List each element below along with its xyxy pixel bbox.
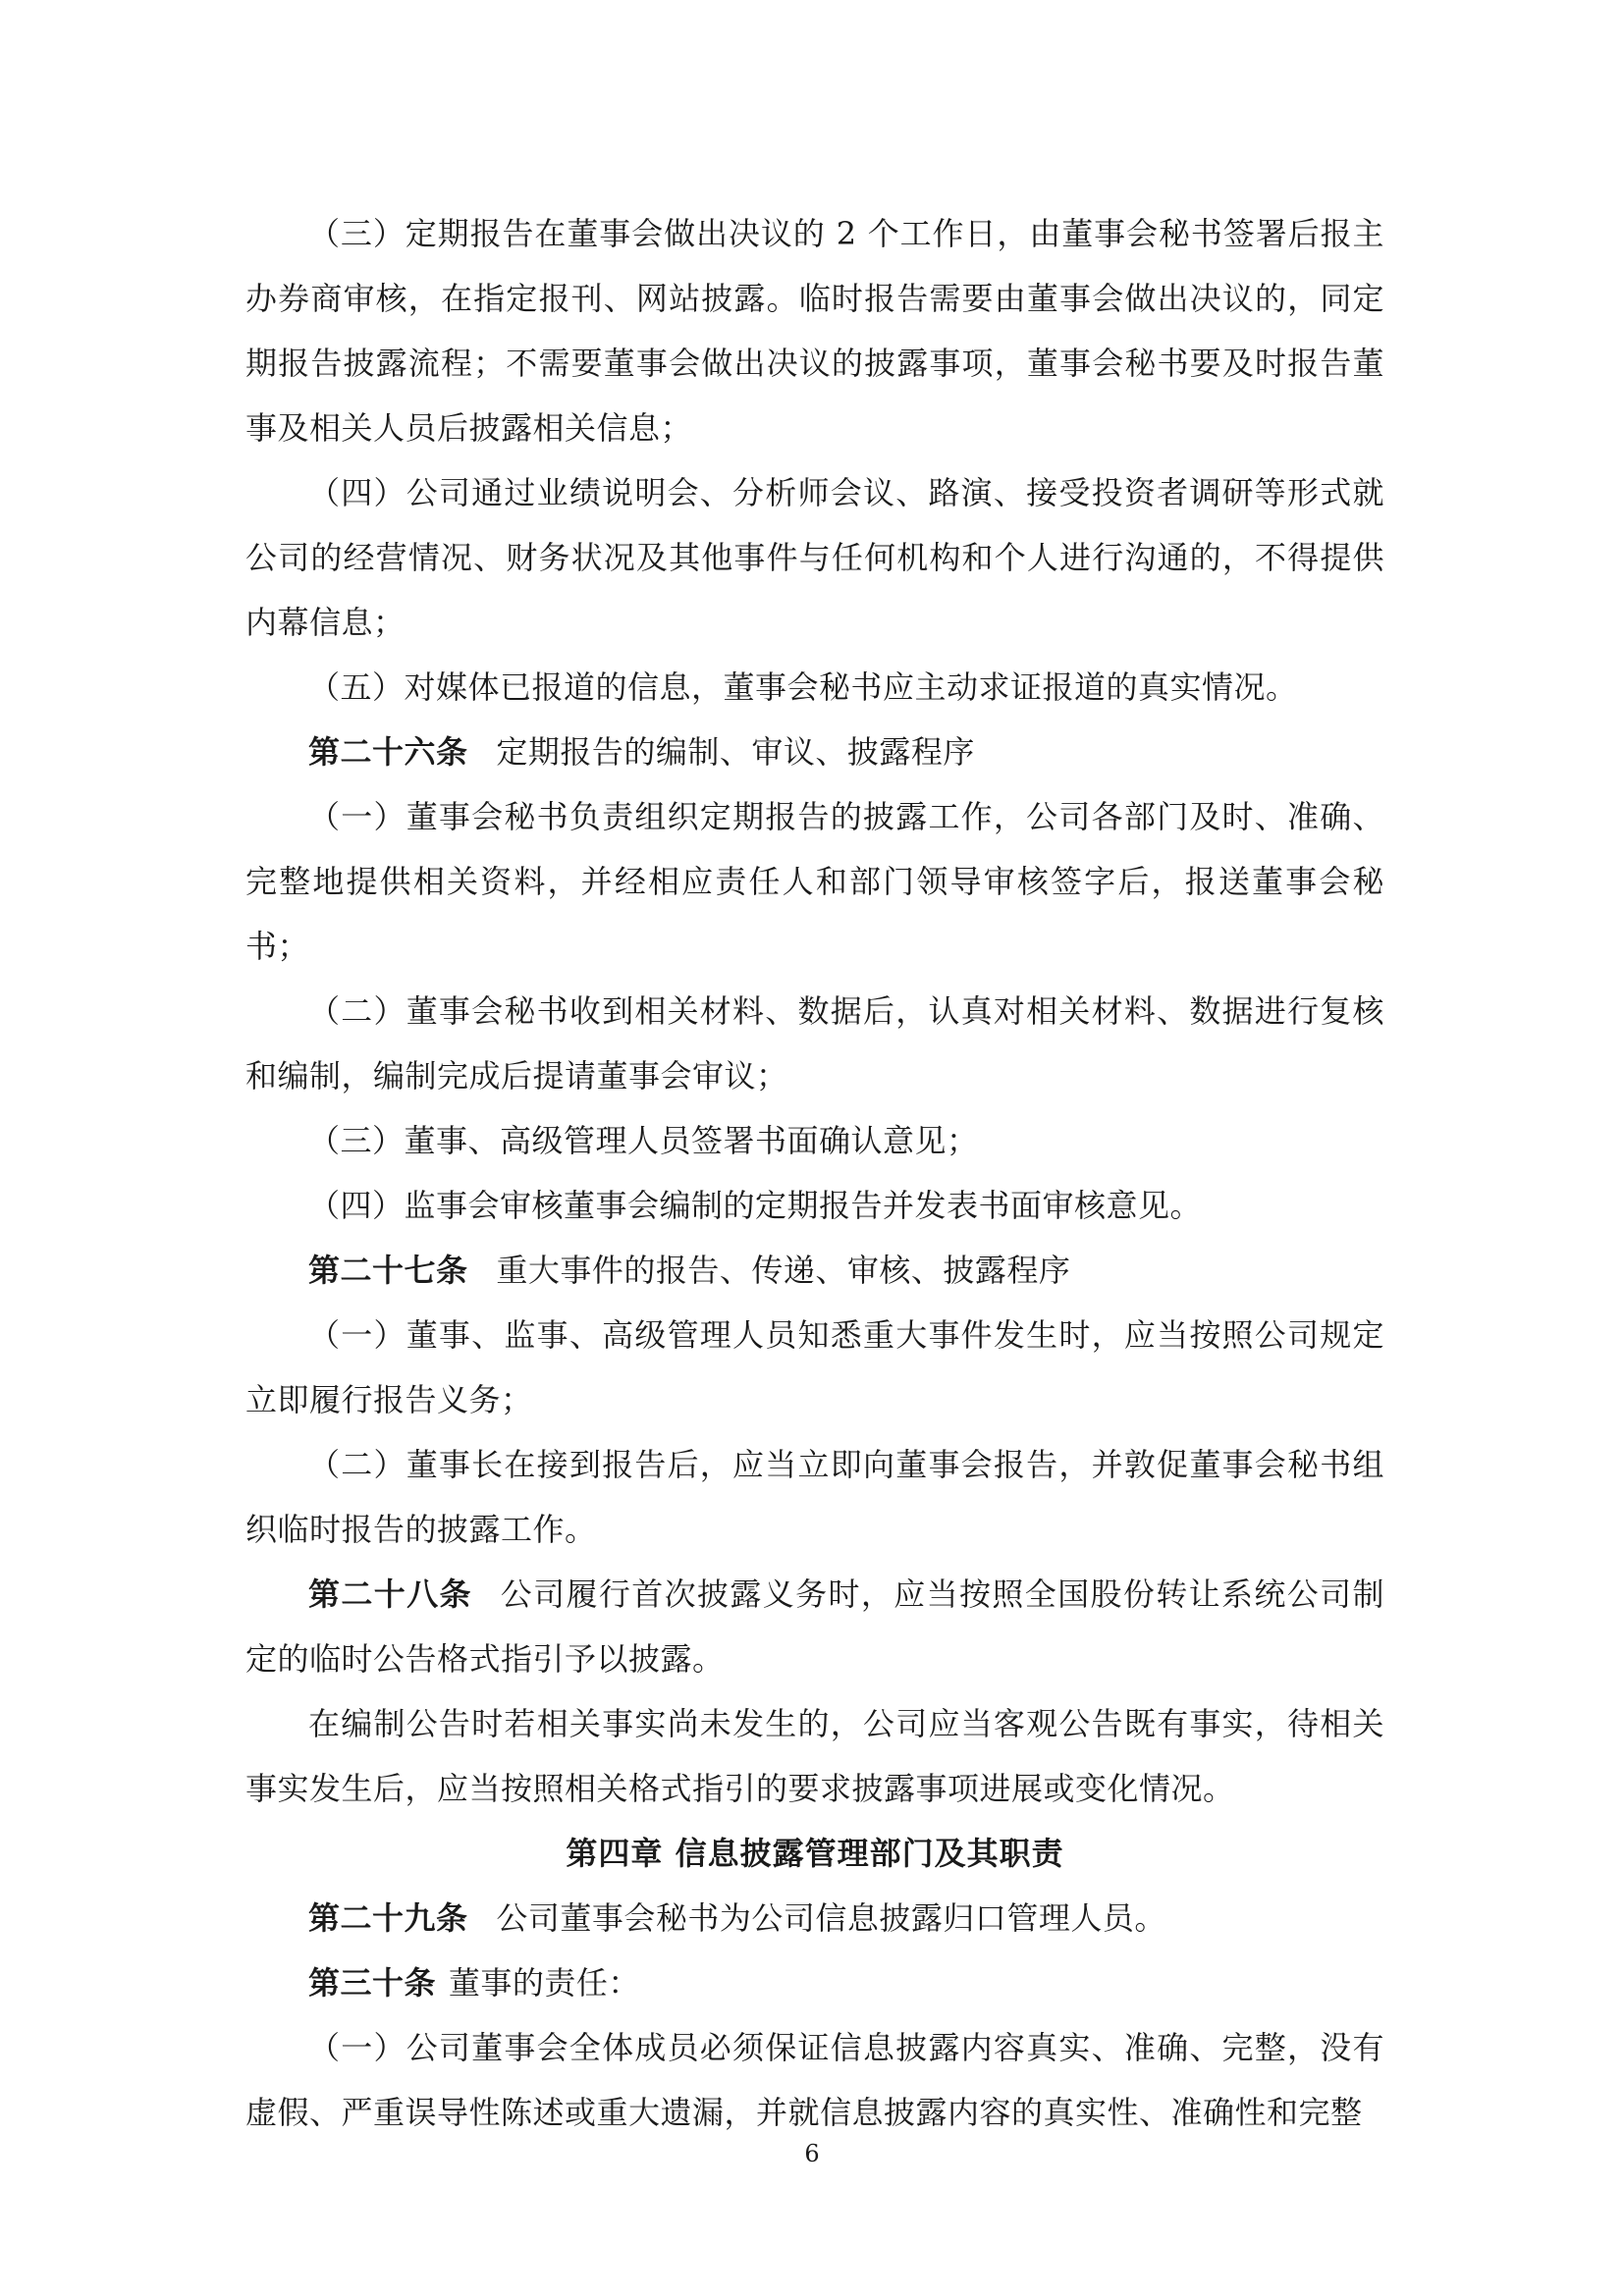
- paragraph-item: （三）董事、高级管理人员签署书面确认意见；: [308, 1122, 979, 1159]
- article-heading: [245, 1238, 1384, 1303]
- paragraph-item: （一）公司董事会全体成员必须保证信息披露内容真实、准确、完整，没有虚假、严重误导性陈述或重大遗漏，并就信息披露内容的真实性、准确性和完整: [245, 2029, 1384, 2131]
- article-title: 定期报告的编制、审议、披露程序: [496, 733, 975, 771]
- chapter-heading: 第四章 信息披露管理部门及其职责: [566, 1835, 1064, 1872]
- paragraph-item: （五）对媒体已报道的信息，董事会秘书应主动求证报道的真实情况。: [308, 668, 1298, 706]
- article-paragraph: [245, 1950, 1384, 2015]
- article-number: 第二十九条: [308, 1899, 468, 1937]
- article-text: 公司董事会秘书为公司信息披露归口管理人员。: [496, 1899, 1166, 1937]
- article-title: 重大事件的报告、传递、审核、披露程序: [496, 1252, 1071, 1289]
- page-body: [245, 201, 1384, 2145]
- page-number: 6: [804, 2140, 820, 2167]
- article-paragraph: [245, 1886, 1384, 1950]
- article-text: 公司履行首次披露义务时，应当按照全国股份转让系统公司制定的临时公告格式指引予以披露。: [245, 1575, 1384, 1678]
- paragraph-item: （四）公司通过业绩说明会、分析师会议、路演、接受投资者调研等形式就公司的经营情况、财务状况及其他事件与任何机构和个人进行沟通的，不得提供内幕信息；: [245, 474, 1384, 641]
- paragraph-item: （一）董事会秘书负责组织定期报告的披露工作，公司各部门及时、准确、完整地提供相关资料，并经相应责任人和部门领导审核签字后，报送董事会秘书；: [245, 798, 1384, 965]
- paragraph-item: （二）董事会秘书收到相关材料、数据后，认真对相关材料、数据进行复核和编制，编制完成后提请董事会审议；: [245, 992, 1384, 1095]
- article-text: 董事的责任：: [448, 1964, 640, 2002]
- article-paragraph: [245, 1562, 1384, 1691]
- paragraph-item: （二）董事长在接到报告后，应当立即向董事会报告，并敦促董事会秘书组织临时报告的披露工作。: [245, 1446, 1384, 1548]
- paragraph-item: （一）董事、监事、高级管理人员知悉重大事件发生时，应当按照公司规定立即履行报告义务；: [245, 1316, 1384, 1418]
- article-heading: [245, 720, 1384, 784]
- paragraph-item: 在编制公告时若相关事实尚未发生的，公司应当客观公告既有事实，待相关事实发生后，应当按照相关格式指引的要求披露事项进展或变化情况。: [245, 1705, 1384, 1807]
- article-number: 第三十条: [308, 1964, 437, 2002]
- article-number: 第二十八条: [308, 1575, 472, 1613]
- article-number: 第二十六条: [308, 733, 468, 771]
- paragraph-item: （三）定期报告在董事会做出决议的 2 个工作日，由董事会秘书签署后报主办券商审核，在指定报刊、网站披露。临时报告需要由董事会做出决议的，同定期报告披露流程；不需要董事会做出决议的披露事项，董事会秘书要及时报告董事及相关人员后披露相关信息；: [245, 215, 1384, 447]
- article-number: 第二十七条: [308, 1252, 468, 1289]
- paragraph-item: （四）监事会审核董事会编制的定期报告并发表书面审核意见。: [308, 1187, 1203, 1224]
